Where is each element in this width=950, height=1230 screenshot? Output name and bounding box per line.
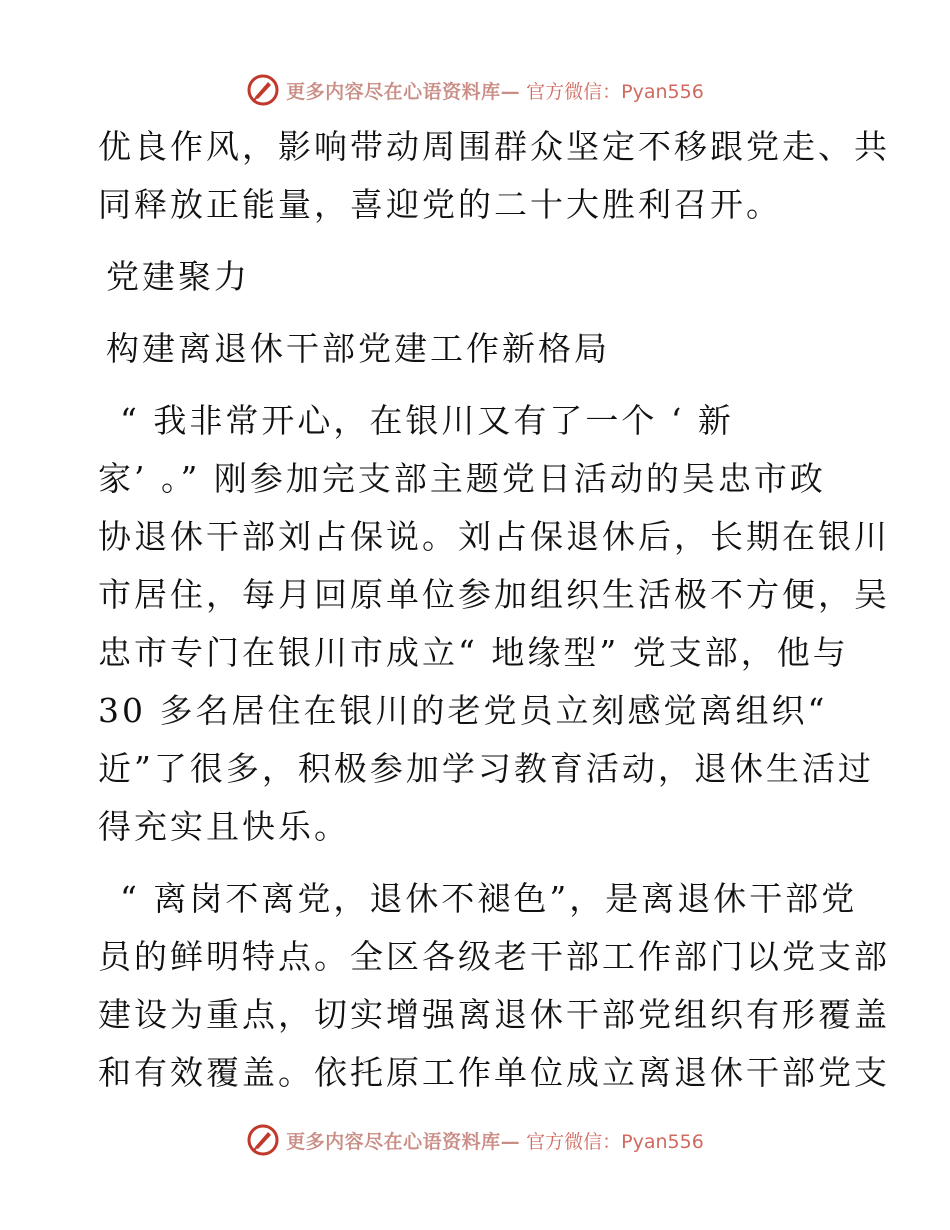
document-body	[98, 118, 890, 1102]
paragraph-policy	[98, 870, 890, 1102]
feather-pen-icon	[246, 73, 280, 107]
feather-pen-icon	[246, 1123, 280, 1157]
watermark-wechat-text: 官方微信：Pyan556	[526, 80, 704, 103]
text-line: 家’ 。” 刚参加完支部主题党日活动的吴忠市政	[98, 459, 826, 498]
text-line: 员的鲜明特点。全区各级老干部工作部门以党支部	[98, 937, 890, 976]
text-line: “ 离岗不离党，退休不褪色”，是离退休干部党	[120, 879, 858, 918]
footer-watermark-banner	[0, 1120, 950, 1160]
paragraph-intro	[98, 118, 890, 234]
text-line: 近”了很多，积极参加学习教育活动，退休生活过	[98, 749, 874, 788]
section-subheading: 构建离退休干部党建工作新格局	[106, 329, 610, 368]
section-heading: 党建聚力	[106, 257, 250, 296]
text-line: 和有效覆盖。依托原工作单位成立离退休干部党支	[98, 1053, 890, 1092]
text-line: 忠市专门在银川市成立“ 地缘型” 党支部，他与	[98, 633, 849, 672]
text-line: 市居住，每月回原单位参加组织生活极不方便，吴	[98, 575, 890, 614]
text-line: 30 多名居住在银川的老党员立刻感觉离组织“	[98, 691, 828, 730]
watermark-wechat-text: 官方微信：Pyan556	[526, 1130, 704, 1153]
text-line: 协退休干部刘占保说。刘占保退休后，长期在银川	[98, 517, 890, 556]
watermark-brand-text: 更多内容尽在心语资料库—	[286, 80, 521, 103]
text-line: 同释放正能量，喜迎党的二十大胜利召开。	[98, 185, 782, 224]
text-line: 优良作风，影响带动周围群众坚定不移跟党走、共	[98, 127, 890, 166]
text-line: 建设为重点，切实增强离退休干部党组织有形覆盖	[98, 995, 890, 1034]
text-line: “ 我非常开心，在银川又有了一个 ‘ 新	[120, 401, 734, 440]
header-watermark-banner	[0, 70, 950, 110]
paragraph-quote	[98, 392, 890, 856]
text-line: 得充实且快乐。	[98, 807, 350, 846]
watermark-brand-text: 更多内容尽在心语资料库—	[286, 1130, 521, 1153]
